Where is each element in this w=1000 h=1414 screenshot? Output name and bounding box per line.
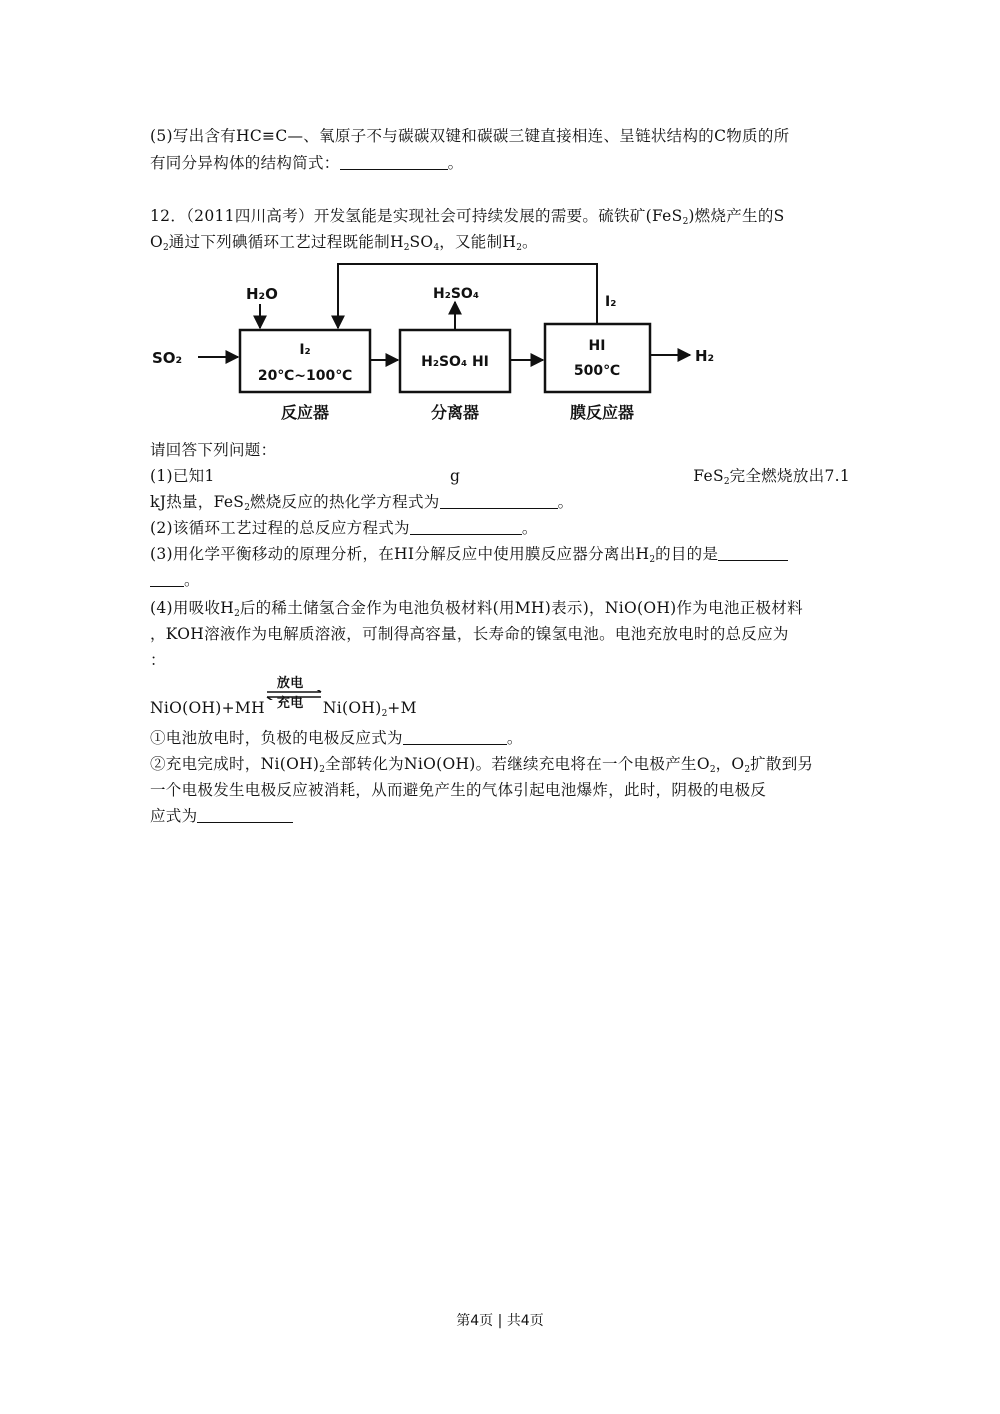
answer-blank[interactable]	[197, 808, 293, 823]
page-footer	[0, 1310, 1000, 1330]
h2so4-output-label: H₂SO₄	[433, 286, 479, 302]
q4-line3: ：	[150, 651, 166, 669]
q12-intro-line1: 12．（2011四川高考）开发氢能是实现社会可持续发展的需要。硫铁矿(FeS$_2$)燃烧产生的S	[150, 207, 785, 227]
q12-intro-line2: $O_2$通过下列碘循环工艺过程既能制$H_2SO_4$，又能制$H_2$。	[150, 233, 538, 253]
membrane-reactor-box	[545, 324, 650, 392]
iodine-cycle-diagram	[150, 262, 770, 432]
q11-part5-line1: (5)写出含有HC≡C—、氧原子不与碳碳双键和碳碳三键直接相连、呈链状结构的C物质的所	[150, 127, 790, 145]
answer-blank[interactable]	[340, 155, 448, 170]
q1-line1: (1)已知1 g FeS$_2$完全燃烧放出7.1	[150, 467, 850, 487]
answer-blank[interactable]	[403, 730, 507, 745]
sub2-line2: 一个电极发生电极反应被消耗，从而避免产生的气体引起电池爆炸，此时，阴极的电极反	[150, 781, 767, 799]
separator-content: H₂SO₄ HI	[421, 354, 489, 370]
sub2-line1: ②充电完成时，$Ni(OH)_2$全部转化为NiO(OH)。若继续充电将在一个电极产生$O_2$，$O_2$扩散到另	[150, 755, 814, 775]
discharge-label: 放电	[276, 676, 304, 691]
sub1-line: ①电池放电时，负极的电极反应式为 。	[150, 729, 523, 747]
reversible-arrow	[265, 676, 323, 718]
answer-blank[interactable]	[440, 494, 558, 509]
answer-blank[interactable]	[150, 572, 184, 587]
q3-line1: (3)用化学平衡移动的原理分析，在HI分解反应中使用膜反应器分离出$H_2$的目的是	[150, 544, 788, 570]
sub2-line3: 应式为	[150, 806, 293, 826]
q3-line2: 。	[150, 570, 200, 590]
answer-blank[interactable]	[718, 546, 788, 561]
membrane-reactor-label: 膜反应器	[569, 403, 635, 422]
questions-prompt: 请回答下列问题：	[150, 441, 277, 459]
q4-line1: (4)用吸收$H_2$后的稀土储氢合金作为电池负极材料(用MH)表示)，NiO(OH)作为电池正极材料	[150, 599, 803, 619]
q4-line2: ，KOH溶液作为电解质溶液，可制得高容量，长寿命的镍氢电池。电池充放电时的总反应为	[150, 625, 789, 643]
page-current: 第4页	[456, 1313, 494, 1329]
so2-input-label: SO₂	[152, 349, 183, 367]
answer-blank[interactable]	[410, 520, 522, 535]
i2-recycle-label: I₂	[605, 294, 617, 310]
q11-part5-line2: 有同分异构体的结构简式： 。	[150, 154, 464, 172]
reactor-line2: 20℃~100℃	[257, 368, 353, 384]
h2o-input-label: H₂O	[246, 285, 278, 303]
reactor-label: 反应器	[280, 403, 330, 422]
battery-equation: NiO(OH)+MH 放电 充电 $Ni(OH)_2+M$	[150, 676, 417, 719]
h2-output-label: H₂	[695, 347, 715, 365]
q2-line: (2)该循环工艺过程的总反应方程式为 。	[150, 519, 538, 537]
membrane-line1: HI	[588, 338, 606, 354]
reactor-line1: I₂	[299, 342, 311, 358]
membrane-line2: 500℃	[573, 363, 621, 379]
charge-label: 充电	[276, 696, 304, 711]
q1-line2: kJ热量，FeS$_2$燃烧反应的热化学方程式为 。	[150, 493, 574, 513]
page-total: 共4页	[506, 1313, 544, 1329]
page-separator: |	[497, 1313, 503, 1329]
separator-label: 分离器	[430, 403, 480, 422]
